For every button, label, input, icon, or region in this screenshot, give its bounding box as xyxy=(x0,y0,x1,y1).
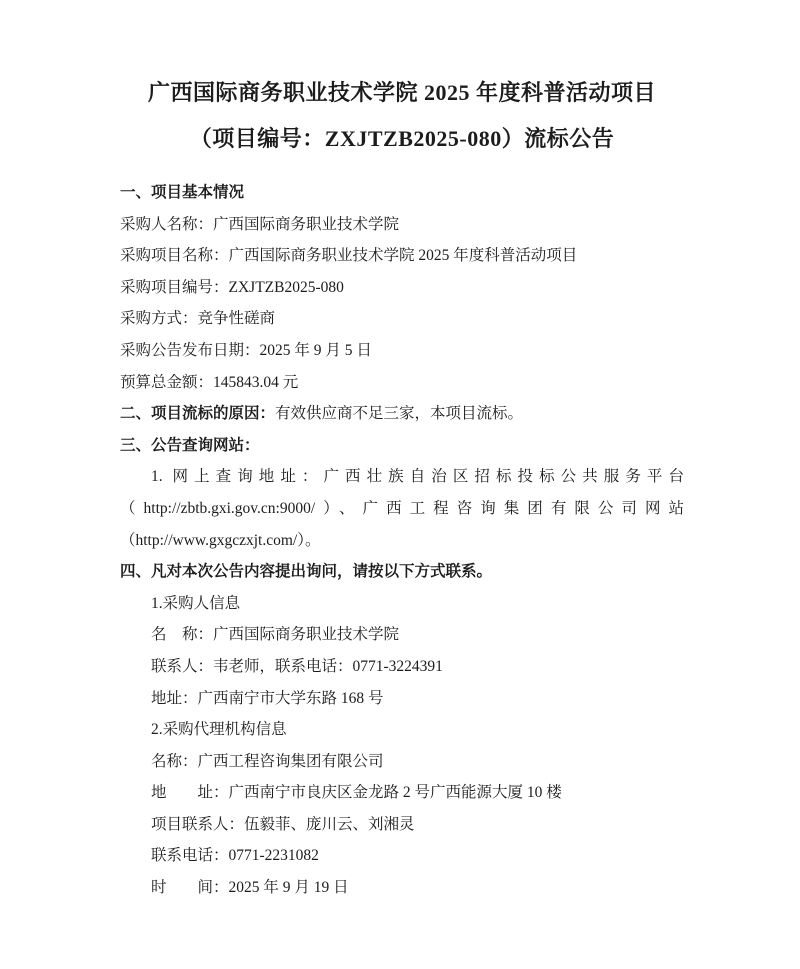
project-name-line: 采购项目名称：广西国际商务职业技术学院 2025 年度科普活动项目 xyxy=(120,247,578,265)
websites-company-url-line: （http://www.gxgczxjt.com/）。 xyxy=(120,531,321,549)
buyer-name-line: 采购人名称：广西国际商务职业技术学院 xyxy=(120,215,400,233)
title-line-1: 广西国际商务职业技术学院 2025 年度科普活动项目 xyxy=(147,80,656,105)
buyer-info-heading: 1.采购人信息 xyxy=(151,594,241,612)
agency-info-name-line: 名称：广西工程咨询集团有限公司 xyxy=(151,752,384,770)
failure-reason-text: 有效供应商不足三家，本项目流标。 xyxy=(275,405,524,423)
procurement-method-line: 采购方式：竞争性磋商 xyxy=(120,310,276,328)
document-body xyxy=(120,177,684,904)
total-budget-line: 预算总金额：145843.04 元 xyxy=(120,373,299,391)
section-failure-heading: 二、项目流标的原因： xyxy=(120,405,276,423)
section-failure-line xyxy=(120,398,684,430)
agency-info-phone-line: 联系电话：0771-2231082 xyxy=(151,847,319,865)
agency-info-contacts-line: 项目联系人：伍毅菲、庞川云、刘湘灵 xyxy=(151,815,415,833)
buyer-info-name-line: 名 称：广西国际商务职业技术学院 xyxy=(151,626,400,644)
buyer-info-contact-line: 联系人：韦老师，联系电话：0771-3224391 xyxy=(151,657,443,675)
agency-info-heading: 2.采购代理机构信息 xyxy=(151,721,287,739)
section-basic-heading: 一、项目基本情况 xyxy=(120,184,245,201)
agency-info-date-line: 时 间：2025 年 9 月 19 日 xyxy=(151,879,349,897)
document-title xyxy=(120,70,684,162)
section-websites-heading: 三、公告查询网站： xyxy=(120,436,260,454)
buyer-info-address-line: 地址：广西南宁市大学东路 168 号 xyxy=(151,689,384,707)
agency-info-address-line: 地 址：广西南宁市良庆区金龙路 2 号广西能源大厦 10 楼 xyxy=(151,784,562,802)
project-number-line: 采购项目编号：ZXJTZB2025-080 xyxy=(120,278,344,296)
websites-query-address-line: 1. 网上查询地址：广西壮族自治区招标投标公共服务平台 xyxy=(151,468,684,486)
websites-platform-url-line: （http://zbtb.gxi.gov.cn:9000/）、广西工程咨询集团有限公司网站 xyxy=(120,499,684,517)
title-line-2: （项目编号：ZXJTZB2025-080）流标公告 xyxy=(189,126,615,151)
section-contact-heading: 四、凡对本次公告内容提出询问，请按以下方式联系。 xyxy=(120,563,493,581)
announcement-date-line: 采购公告发布日期：2025 年 9 月 5 日 xyxy=(120,341,372,359)
